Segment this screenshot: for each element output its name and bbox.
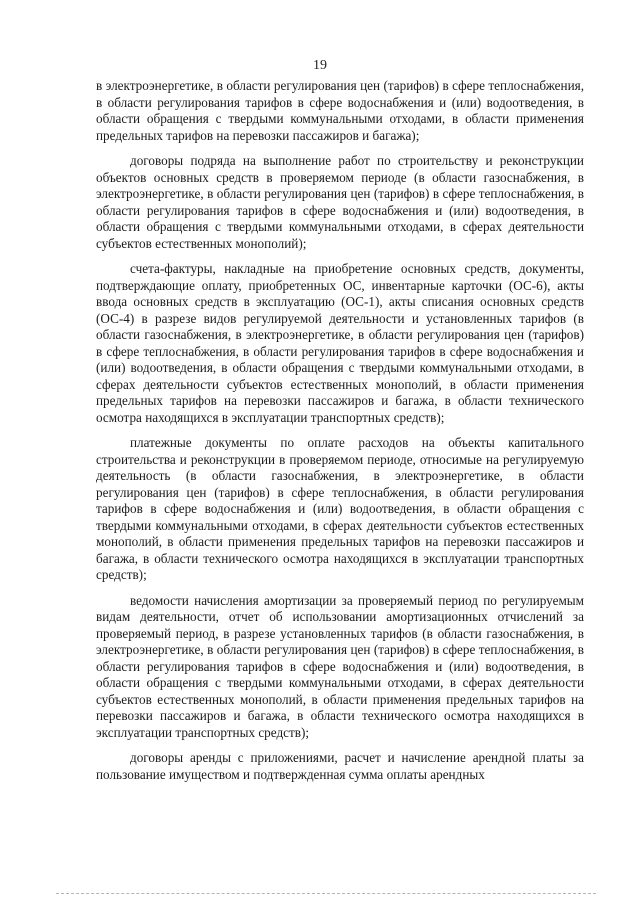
paragraph: договоры подряда на выполнение работ по строительству и реконструкции объектов основных средств в проверяемом периоде (в области газоснабжения, в электроэнергетике, в области регулирования цен (тарифов) в сфере теплоснабжения, в области регулирования тарифов в сфере водоснабжения и (или) водоотведения, в области обращения с твердыми коммунальными отходами, в сферах деятельности субъектов естественных монополий); bbox=[96, 153, 584, 251]
paragraph: счета-фактуры, накладные на приобретение основных средств, документы, подтверждающие оплату, приобретенных ОС, инвентарные карточки (ОС-6), акты ввода основных средств в эксплуатацию (ОС-1), акты списания основных средств (ОС-4) в разрезе видов регулируемой деятельности и установленных тарифов (в области газоснабжения, в электроэнергетике, в области регулирования цен (тарифов) в сфере теплоснабжения, в области регулирования тарифов в сфере водоснабжения и (или) водоотведения, в области обращения с твердыми коммунальными отходами, в сферах деятельности субъектов естественных монополий, в области применения предельных тарифов на перевозки пассажиров и багажа, в области технического осмотра находящихся в эксплуатации транспортных средств); bbox=[96, 261, 584, 425]
paragraph: договоры аренды с приложениями, расчет и начисление арендной платы за пользование имуществом и подтвержденная сумма оплаты арендных bbox=[96, 750, 584, 782]
paragraph: ведомости начисления амортизации за проверяемый период по регулируемым видам деятельности, отчет об использовании амортизационных отчислений за проверяемый период, в разрезе установленных тарифов (в области газоснабжения, в электроэнергетике, в области регулирования цен (тарифов) в сфере теплоснабжения, в области регулирования тарифов в сфере водоснабжения и (или) водоотведения, в области обращения с твердыми коммунальными отходами, в сферах деятельности субъектов естественных монополий, в области применения предельных тарифов на перевозки пассажиров и багажа, в области технического осмотра находящихся в эксплуатации транспортных средств); bbox=[96, 592, 584, 740]
page-number: 19 bbox=[313, 58, 327, 73]
footer-divider bbox=[56, 893, 596, 895]
paragraph: платежные документы по оплате расходов на объекты капитального строительства и реконструкции в проверяемом периоде, относимые на регулируемую деятельность (в области газоснабжения, в электроэнергетике, в области регулирования цен (тарифов) в сфере теплоснабжения, в области регулирования тарифов в сфере водоснабжения и (или) водоотведения, в области обращения с твердыми коммунальными отходами, в сферах деятельности субъектов естественных монополий, в области применения предельных тарифов на перевозки пассажиров и багажа, в области технического осмотра находящихся в эксплуатации транспортных средств); bbox=[96, 435, 584, 582]
paragraph: в электроэнергетике, в области регулирования цен (тарифов) в сфере теплоснабжения, в области регулирования тарифов в сфере водоснабжения и (или) водоотведения, в области обращения с твердыми коммунальными отходами, в области применения предельных тарифов на перевозки пассажиров и багажа); bbox=[96, 78, 584, 143]
page-body bbox=[96, 78, 584, 792]
